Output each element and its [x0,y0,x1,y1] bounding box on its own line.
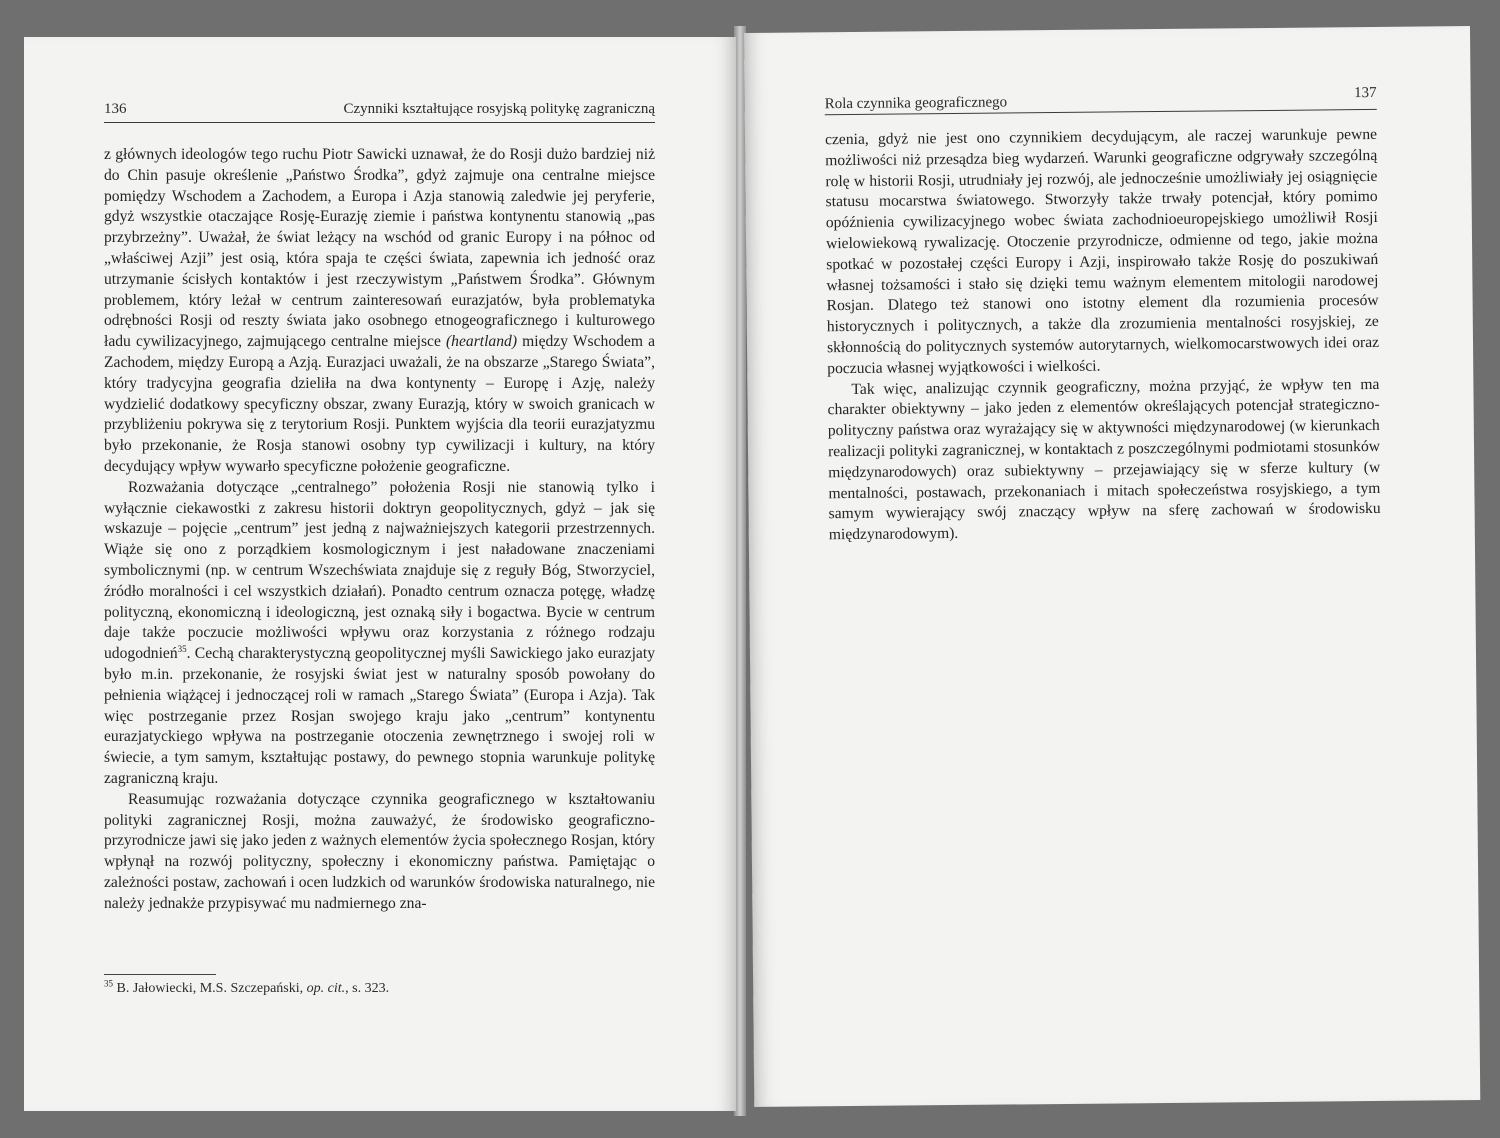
left-paragraph-1: z głównych ideologów tego ruchu Piotr Sawicki uznawał, że do Rosji dużo bardziej niż do Chin pasuje określenie „Państwo Środka”, gdyż zajmuje ona centralne miejsce pomiędzy Wschodem a Zachodem, a Europa i Azja stanowią zaledwie jej peryferie, gdyż wszystkie otaczające Rosję-Eurazję ziemie i państwa kontynentu stanowią „pas przybrzeżny”. Uważał, że świat leżący na wschód od granic Europy i na północ od „właściwej Azji” jest osią, która spaja te części świata, zapewnia ich jedność oraz utrzymanie ścisłych kontaktów i jest rzeczywistym „Państwem Środka”. Głównym problemem, który leżał w centrum zainteresowań eurazjatów, była problematyka odrębności Rosji od reszty świata jako osobnego etnogeograficznego i kulturowego ładu cywilizacyjnego, zajmującego centralne miejsce (heartland) między Wschodem a Zachodem, między Europą a Azją. Eurazjaci uważali, że na obszarze „Starego Świata”, który tradycyjna geografia dzieliła na dwa kontynenty – Europę i Azję, należy wydzielić dodatkowy specyficzny obszar, zwany Eurazją, który w swoich granicach w przybliżeniu pokrywa się z terytorium Rosji. Punktem wyjścia dla teorii eurazjatyzmu było przekonanie, że Rosja stanowi osobny typ cywilizacji i kultury, na który decydujący wpływ wywarło specyficzne położenie geograficzne. [104,146,655,475]
left-header-rule [104,122,655,123]
left-paragraph-2: Rozważania dotyczące „centralnego” położenia Rosji nie stanowią tylko i wyłącznie ciekawostki z zakresu historii doktryn geopolitycznych, gdyż – jak się wskazuje – pojęcie „centrum” jest jedną z najważniejszych kategorii przestrzennych. Wiąże się ono z porządkiem kosmologicznym i jest naładowane znaczeniami symbolicznymi (np. w centrum Wszechświata znajduje się z reguły Bóg, Stworzyciel, źródło moralności i cel wszystkich działań). Ponadto centrum oznacza potęgę, władzę polityczną, ekonomiczną i ideologiczną, jest oznaką siły i bogactwa. Bycie w centrum daje także poczucie możliwości wpływu oraz korzystania z różnego rodzaju udogodnień$^{35}$. Cechą charakterystyczną geopolitycznej myśli Sawickiego jako eurazjaty było m.in. przekonanie, że rosyjski świat jest w naturalny sposób powołany do pełnienia wiążącej i jednoczącej roli w ramach „Starego Świata” (Europa i Azja). Tak więc postrzeganie przez Rosjan swojego kraju jako „centrum” kontynentu eurazjatyckiego wpływa na postrzeganie otoczenia zewnętrznego i swojej roli w świecie, a tym samym, kształtując postawy, do pewnego stopnia warunkuje politykę zagraniczną kraju. [104,478,655,787]
left-running-head: Czynniki kształtujące rosyjską politykę zagraniczną [343,101,655,117]
show-through-texture [834,562,1382,867]
left-page [24,37,736,1111]
right-page-number: 137 [1354,84,1377,102]
italic-term: (heartland) [445,333,518,351]
right-page [744,26,1480,1107]
footnote-35: $^{35}$ B. Jałowiecki, M.S. Szczepański, op. cit., s. 323. [104,978,390,996]
footnote-ref-35[interactable]: 35 [177,643,187,654]
footnote-rule [104,974,216,975]
right-paragraph-1: czenia, gdyż nie jest ono czynnikiem decydującym, ale raczej warunkuje pewne możliwości niż przesądza bieg wydarzeń. Warunki geograficzne odgrywały szczególną rolę w historii Rosji, utrudniały jej rozwój, ale jednocześnie umożliwiały jej osiągnięcie statusu mocarstwa światowego. Stworzyły także trwały potencjał, który pomimo opóźnienia cywilizacyjnego wobec świata zachodnioeuropejskiego umożliwił Rosji wielowiekową rywalizację. Otoczenie przyrodnicze, odmienne od tego, jakie można spotkać w pozostałej części Europy i Azji, inspirowało także Rosję do poszukiwań własnej tożsamości i stało się dzięki temu ważnym elementem mitologii narodowej Rosjan. Dlatego też stanowi ono istotny element dla rozumienia procesów historycznych i politycznych, a także dla zrozumienia mentalności rosyjskiej, ze skłonnością do politycznych systemów autorytarnych, wielkomocarstwowych idei oraz poczucia własnej wyjątkowości i wielkości. [824,125,1380,377]
left-body-text [104,145,655,914]
right-paragraph-2: Tak więc, analizując czynnik geograficzny, można przyjąć, że wpływ ten ma charakter obiektywny – jako jeden z elementów określających potencjał strategiczno-polityczny państwa oraz wyrażający się w aktywności międzynarodowej (w kierunkach realizacji polityki zagranicznej, w kontaktach z poszczególnymi podmiotami stosunków międzynarodowych) oraz subiektywny – przejawiający się w sferze kultury (w mentalności, postawach, przekonaniach i mitach społeczeństwa rosyjskiego, a tym samym wywierający swój znaczący wpływ na sferę zachowań w środowisku międzynarodowym). [827,375,1381,544]
right-running-head: Rola czynnika geograficznego [824,94,1008,113]
left-paragraph-3: Reasumując rozważania dotyczące czynnika geograficznego w kształtowaniu polityki zagranicznej Rosji, można zauważyć, że środowisko geograficzno-przyrodnicze jawi się jako jeden z ważnych elementów życia społecznego Rosjan, który wpłynął na rozwój polityczny, społeczny i ekonomiczny państwa. Pamiętając o zależności postaw, zachowań i ocen ludzkich od warunków środowiska naturalnego, nie należy jednakże przypisywać mu nadmiernego zna- [104,790,655,912]
left-page-number: 136 [104,101,127,117]
right-body-text [825,125,1381,546]
footnote-number: 35 [104,978,113,989]
